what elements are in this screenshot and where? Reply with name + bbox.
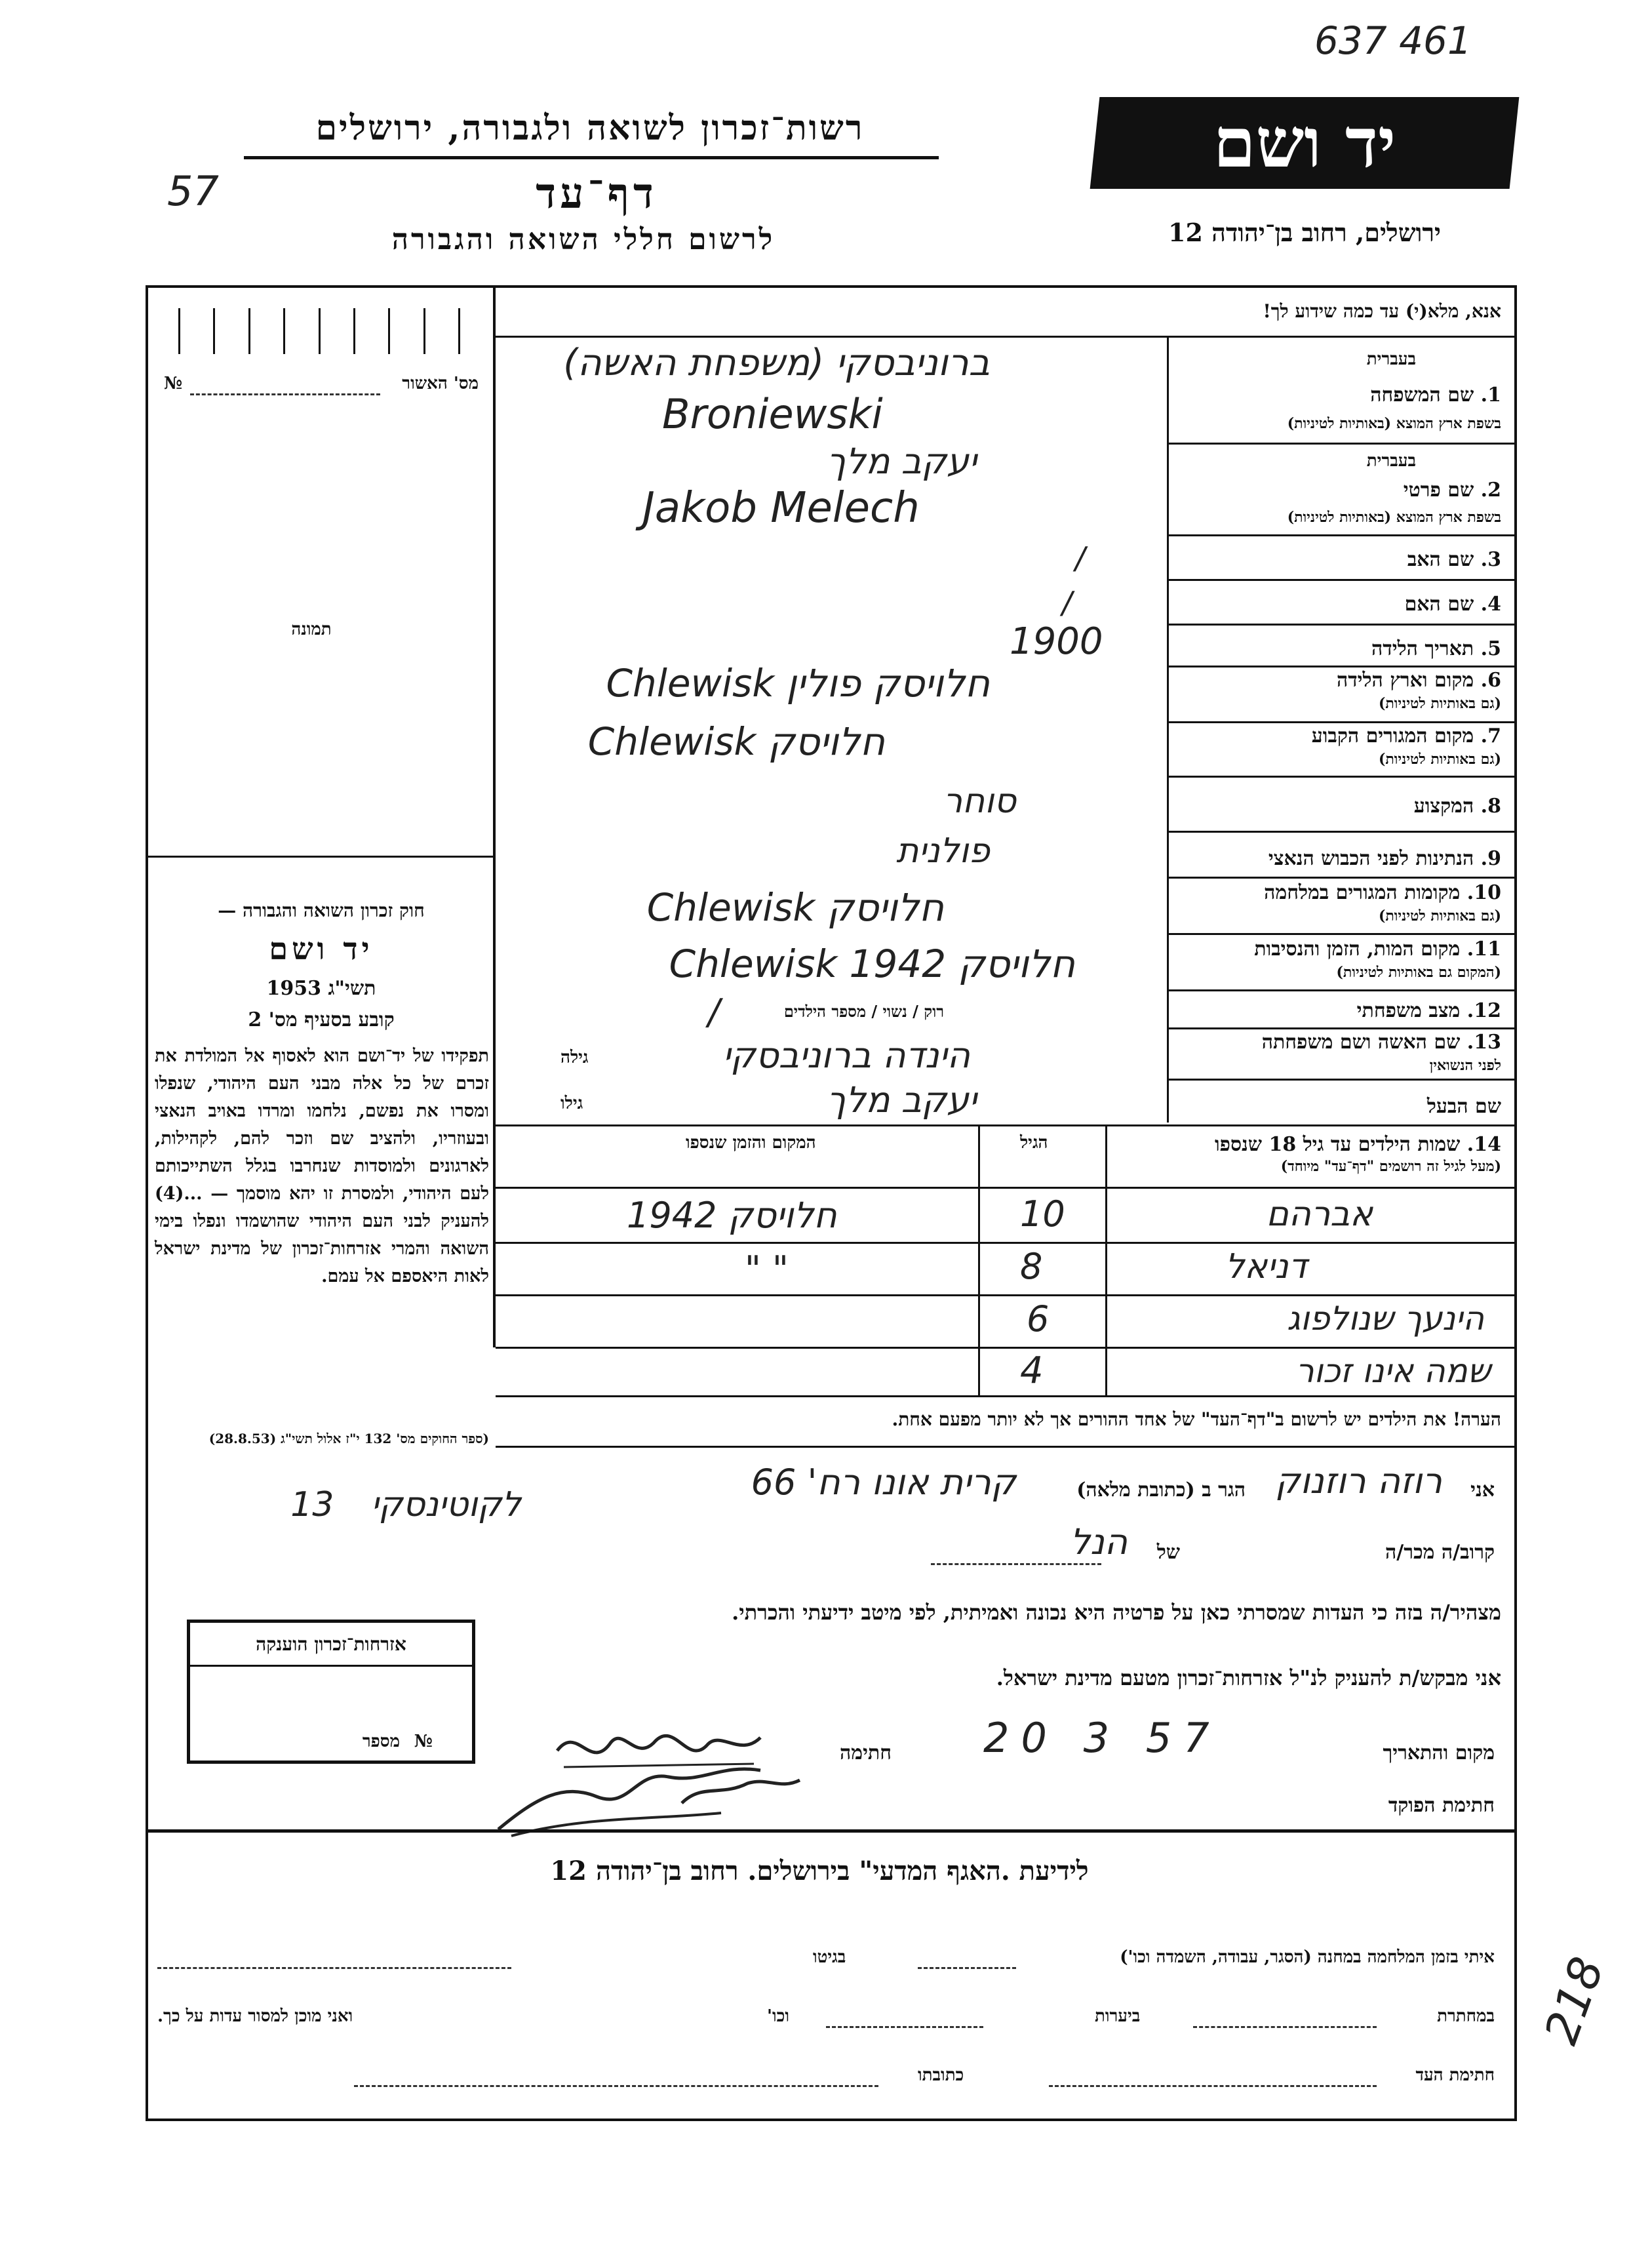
relation-value[interactable]: הנל (1070, 1521, 1128, 1562)
field-label-wartime-residence: 10. מקומות המגורים במלחמה (1264, 881, 1501, 904)
children-sub: (מעל לגיל זה רושמים "דף־עד" מיוחד) (1280, 1158, 1501, 1175)
field-sub-birthplace: (גם באותיות לטיניות) (1378, 695, 1501, 712)
date-value[interactable]: 20 3 57 (983, 1714, 1221, 1762)
declaration-line-2 (511, 1521, 1501, 1580)
citizenship-value: פולנית (896, 831, 990, 871)
field-label-occupation: 8. המקצוע (1413, 795, 1501, 818)
field-sub-family-name: בשפת ארץ המוצא (באותיות לטיניות) (1287, 415, 1501, 432)
personal-details (498, 338, 1514, 1124)
children-col-age: הגיל (1020, 1133, 1048, 1153)
child-name: הינעך שנולפוג (1287, 1300, 1484, 1338)
child-row (496, 1297, 1517, 1348)
field-label-wife: 13. שם האשה ושם משפחתה (1261, 1031, 1501, 1054)
field-row-wartime-residence (498, 879, 1514, 934)
page-number: 218 (1534, 1950, 1615, 2052)
law-text: תפקידו של יד־ושם הוא לאסוף אל המולדת את זכרם של כל אלה מבני העם היהודי, שנפלו ומסרו את נפשם, נלחמו ומרדו באויב הנאצי ובעוזריו, ולהציב שם וזכר להם, לקהילות, לארגונים ולמוסדות שנחרבו בגלל השתייכותם לעם היהודי, ולמסרת זו יהא מוסמך — ...(4) להעניק לבני העם היהודי שהושמדו ונפלו בימי השואה והמרי אזרחות־זכרון של מדינת ישראל לאות היאספם אל עמם. (155, 1046, 489, 1286)
law-clause: קובע בסעיף מס' 2 (248, 1008, 395, 1031)
yad-vashem-logo (1090, 97, 1520, 189)
declaration-top-rule (496, 1446, 1517, 1448)
child-age: 8 (1020, 1246, 1043, 1287)
children-label: 14. שמות הילדים עד גיל 18 שנספו (1214, 1133, 1501, 1156)
approval-input[interactable] (190, 393, 380, 395)
hebrew-tag-family-name: בעברית (1366, 349, 1416, 369)
husband-age-label: גילו (560, 1094, 583, 1113)
children-bottom-rule (496, 1395, 1517, 1397)
citizenship-number-prefix: № (414, 1732, 433, 1751)
field-sub-death: (המקום גם באותיות לטיניות) (1336, 964, 1501, 981)
margin-number: 57 (167, 167, 219, 215)
footer-line-2 (157, 1993, 1501, 2039)
witness-name[interactable]: רוזה רוזנוק (1275, 1460, 1442, 1502)
law-source: (ספר החוקים מס' 132 י"ז אלול תשי"ג (28.8.53) (208, 1431, 489, 1446)
footer-camp-input[interactable] (918, 1967, 1016, 1969)
wartime-residence-value: Chlewisk חלויסק (646, 885, 944, 930)
first-name-hebrew: יעקב מלך (827, 441, 977, 482)
first-name-latin: Jakob Melech (642, 484, 920, 532)
wife-value: הינדה ברוניבסקי (722, 1035, 970, 1076)
field-row-first-name (498, 441, 1514, 549)
field-label-birthplace: 6. מקום וארץ הלידה (1336, 669, 1501, 692)
approval-label: מס' האשור (402, 374, 479, 393)
field-row-marital (498, 991, 1514, 1031)
footer-etc-label: וכו' (767, 2006, 789, 2026)
logo-text: יד ושם (1213, 102, 1396, 183)
field-label-family-name: 1. שם המשפחה (1370, 384, 1501, 407)
child-place: " " (745, 1248, 789, 1290)
form-title: דף־עד (536, 169, 658, 218)
footer-underground-label: במחתרת (1437, 2006, 1495, 2026)
child-name: דניאל (1225, 1247, 1307, 1286)
declaration-request: אני מבקש/ת להעניק לנ"ל אזרחות־זכרון מטעם מדינת ישראל. (996, 1665, 1501, 1690)
photo-area-bottom (146, 856, 496, 858)
citizenship-box-title: אזרחות־זכרון הוענקה (256, 1633, 406, 1655)
citizenship-box (187, 1620, 475, 1764)
field-label-husband: שם הבעל (1426, 1095, 1501, 1118)
child-name: שמה אינו זכור (1295, 1352, 1491, 1390)
archive-number: 637 461 (1314, 18, 1472, 63)
family-name-hebrew: ברוניבסקי (משפחת האשה) (563, 342, 990, 384)
footer-ghetto-label: בגיטו (813, 1947, 846, 1967)
footer-witness-sig-input[interactable] (1049, 2085, 1377, 2087)
hebrew-tag-first-name: בעברית (1366, 451, 1416, 471)
child-row (496, 1349, 1517, 1401)
field-label-father: 3. שם האב (1407, 548, 1501, 571)
law-title: חוק זכרון השואה והגבורה — (218, 900, 425, 921)
field-sub-marital: רוק / נשוי / מספר הילדים (783, 1002, 944, 1021)
address-line: ירושלים, רחוב בן־יהודה 12 (1168, 218, 1441, 247)
child-age: 10 (1020, 1193, 1065, 1235)
field-label-death: 11. מקום המות, הזמן והנסיבות (1254, 938, 1501, 961)
declaration-line-4 (511, 1777, 1501, 1829)
intro-instruction: אנא, מלא(י) עד כמה שידוע לך! (1263, 300, 1501, 322)
children-note: הערה! את הילדים יש לרשום ב"דף־העד" של אחד ההורים אך לא יותר מפעם אחת. (892, 1408, 1501, 1430)
of-label: של (1156, 1541, 1180, 1564)
field-label-marital: 12. מצב משפחתי (1356, 999, 1501, 1022)
resides-label: הגר ב (כתובת מלאה) (1076, 1479, 1246, 1502)
wife-age-label: גילה (560, 1048, 589, 1067)
children-col-place: המקום והזמן שנספו (686, 1133, 816, 1153)
relation-line (931, 1563, 1101, 1565)
field-label-first-name: 2. שם פרטי (1403, 479, 1501, 502)
footer-line-1 (157, 1934, 1501, 1980)
citizenship-number-label: מספר (362, 1732, 400, 1751)
ani-label: אני (1470, 1479, 1495, 1502)
birthplace-value: Chlewisk חלויסק פולין (606, 661, 990, 706)
field-label-residence: 7. מקום המגורים הקבוע (1311, 725, 1501, 747)
side-note-name: לקוטינסקי (370, 1485, 521, 1524)
child-age: 4 (1020, 1349, 1044, 1392)
child-row (496, 1191, 1517, 1242)
father-value: / (1075, 540, 1086, 576)
form-subtitle: לרשום חללי השואה והגבורה (391, 223, 776, 256)
field-row-wife (498, 1029, 1514, 1082)
marital-value: / (708, 991, 720, 1033)
field-label-birthdate: 5. תאריך הלידה (1371, 637, 1501, 660)
footer-address-input[interactable] (354, 2085, 878, 2087)
children-table (496, 1126, 1517, 1408)
child-place: חלויסק 1942 (627, 1195, 837, 1236)
residence-value: Chlewisk חלויסק (587, 719, 885, 764)
clerk-label: חתימת הפוקד (1388, 1794, 1495, 1817)
field-row-birthplace (498, 661, 1514, 720)
field-label-mother: 4. שם האם (1404, 593, 1501, 616)
field-row-family-name (498, 338, 1514, 443)
footer-witness-sig-label: חתימת העד (1415, 2065, 1495, 2085)
husband-value: יעקב מלך (827, 1079, 977, 1121)
field-row-residence (498, 719, 1514, 776)
address-value[interactable]: קרית אונו רח' 66 (751, 1462, 1016, 1503)
children-row-rule (496, 1242, 1517, 1244)
field-row-mother (498, 581, 1514, 620)
field-sub-first-name: בשפת ארץ המוצא (באותיות לטיניות) (1287, 509, 1501, 526)
law-year: תשי"ג 1953 (266, 977, 376, 1000)
place-date-label: מקום והתאריך (1383, 1741, 1495, 1764)
footer-top-rule (148, 1829, 1514, 1833)
footer-forests-input[interactable] (826, 2026, 983, 2028)
side-note-number: 13 (290, 1485, 334, 1524)
side-note (233, 1485, 521, 1524)
field-row-father (498, 536, 1514, 576)
mother-value: / (1062, 585, 1072, 620)
child-age: 6 (1027, 1298, 1050, 1340)
footer-forests-label: ביערות (1095, 2006, 1141, 2026)
field-label-citizenship: 9. הנתינות לפני הכבוש הנאצי (1268, 847, 1501, 870)
footer-address-label: כתובתו (918, 2065, 964, 2085)
occupation-value: סוחר (943, 782, 1016, 821)
citizenship-box-rule (190, 1665, 472, 1667)
child-name: אברהם (1266, 1195, 1373, 1234)
approval-number-boxes (178, 308, 460, 354)
field-row-husband (498, 1081, 1514, 1126)
footer-camp-label: איתי בזמן המלחמה במחנה (הסגר, עבודה, השמדה וכו') (1120, 1947, 1495, 1967)
footer-title: לידיעת .האגף המדעי" בירושלים. רחוב בן־יהודה 12 (550, 1856, 1089, 1886)
approval-prefix: № (164, 374, 183, 393)
children-header-rule (496, 1187, 1517, 1189)
birthdate-value: 1900 (1010, 620, 1103, 663)
law-name: יד ושם (269, 931, 374, 966)
field-row-death (498, 935, 1514, 991)
field-row-occupation (498, 778, 1514, 830)
approval-row (164, 367, 479, 400)
declaration-statement: מצהיר/ה בזה כי העדות שמסרתי כאן על פרטיה היא נכונה ואמיתית, לפי מיטב ידיעתי והכרתי. (732, 1600, 1501, 1625)
death-value: Chlewisk חלויסק 1942 (669, 942, 1075, 986)
relation-label: קרוב/ה מכר/ה (1385, 1541, 1495, 1564)
authority-line: רשות־זכרון לשואה ולגבורה, ירושלים (315, 108, 865, 148)
footer-ghetto-input[interactable] (157, 1967, 511, 1969)
field-row-citizenship (498, 833, 1514, 879)
field-sub-residence: (גם באותיות לטיניות) (1378, 751, 1501, 768)
footer-testimony-text: ואני מוכן למסור עדות על כך. (157, 2006, 353, 2026)
signature-label: חתימה (840, 1741, 892, 1764)
child-row (496, 1244, 1517, 1296)
children-row-rule (496, 1347, 1517, 1349)
field-sub-wife: לפני הנשואין (1429, 1057, 1501, 1074)
family-name-latin: Broniewski (662, 390, 883, 438)
footer-line-3 (157, 2052, 1501, 2098)
photo-label: תמונה (291, 620, 332, 639)
declaration-line-1 (511, 1459, 1501, 1518)
footer-underground-input[interactable] (1193, 2026, 1377, 2028)
header-rule (244, 156, 939, 159)
field-sub-wartime-residence: (גם באותיות לטיניות) (1378, 907, 1501, 925)
children-row-rule (496, 1294, 1517, 1296)
field-row-birthdate (498, 620, 1514, 665)
